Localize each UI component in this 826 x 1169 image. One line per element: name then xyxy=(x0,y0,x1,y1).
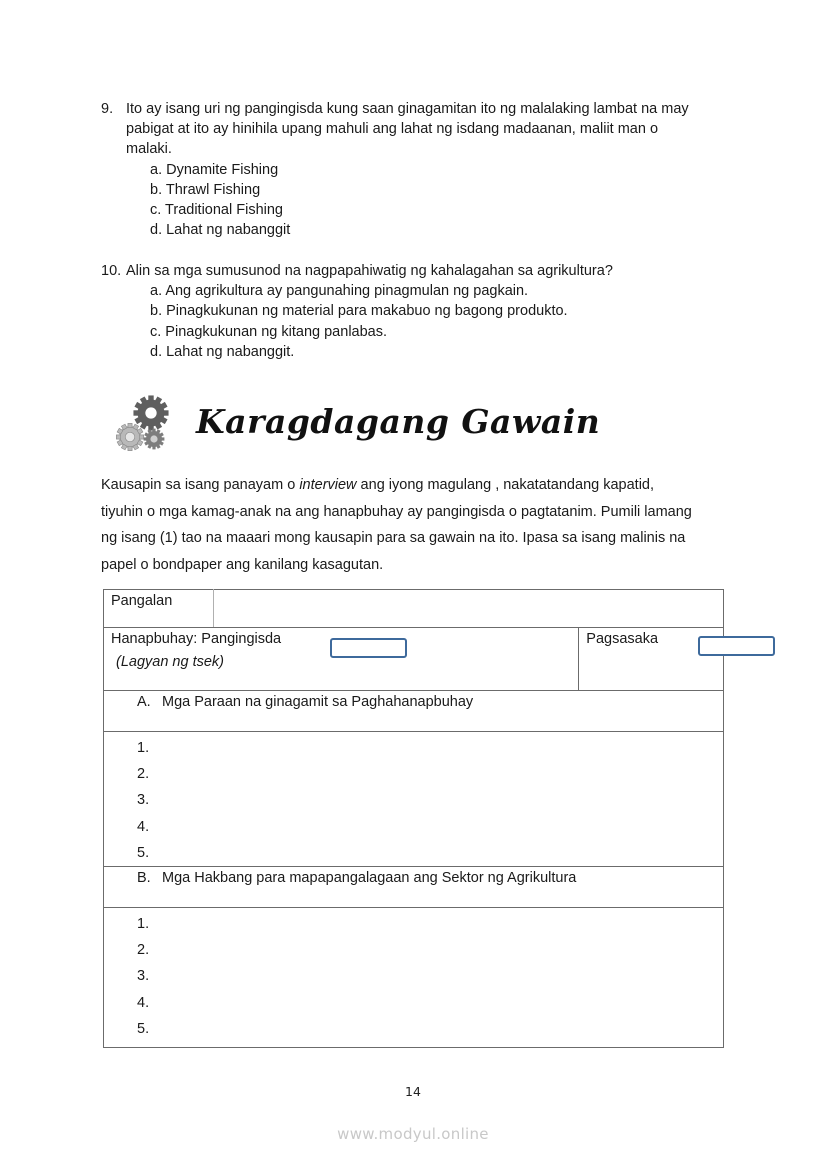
intro-text: papel o bondpaper ang kanilang kasagutan. xyxy=(101,556,384,573)
name-label: Pangalan xyxy=(104,590,214,628)
page-number: 14 xyxy=(405,1084,421,1099)
question-10 xyxy=(101,261,731,362)
occupation-row xyxy=(104,628,724,691)
list-item: 3. xyxy=(137,968,150,985)
fishing-checkbox[interactable] xyxy=(330,638,407,658)
occupation-label: Hanapbuhay: Pangingisda xyxy=(111,631,282,647)
list-item: 5. xyxy=(137,1020,150,1037)
list-item: 4. xyxy=(137,818,150,835)
answer-option-b: b. Thrawl Fishing xyxy=(150,181,261,198)
instructions-paragraph xyxy=(101,472,731,578)
name-row xyxy=(104,590,724,628)
section-a-list xyxy=(104,732,724,867)
list-item: 1. xyxy=(137,740,150,756)
answer-option-d: d. Lahat ng nabanggit xyxy=(150,222,291,239)
section-heading xyxy=(113,392,613,456)
section-b-answer-area[interactable] xyxy=(104,908,724,1048)
intro-text: ng isang (1) tao na maaari mong kausapin para sa gawain na ito. Ipasa sa isang malinis na xyxy=(101,530,686,546)
interview-form-table xyxy=(103,589,724,1048)
question-number: 9. xyxy=(101,101,114,117)
section-b-list xyxy=(104,908,724,1048)
check-instruction: (Lagyan ng tsek) xyxy=(116,654,225,670)
list-item: 1. xyxy=(137,916,150,933)
occupation-farming-cell xyxy=(579,628,724,691)
farming-checkbox[interactable] xyxy=(698,636,775,656)
question-text: Ito ay isang uri ng pangingisda kung saan ginagamitan ito ng malalaking lambat na may xyxy=(126,101,689,117)
section-a-header xyxy=(104,691,724,732)
gears-icon xyxy=(113,392,177,456)
question-text: pabigat at ito ay hinihila upang mahuli ang lahat ng isdang madaanan, maliit man o xyxy=(126,121,659,138)
intro-text: ang iyong magulang , nakatatandang kapatid, xyxy=(356,477,655,493)
section-a-answer-area[interactable] xyxy=(104,732,724,867)
answer-option-d: d. Lahat ng nabanggit. xyxy=(150,343,295,360)
intro-emphasis: interview xyxy=(299,477,357,493)
farming-label: Pagsasaka xyxy=(586,631,659,647)
section-a-letter: A. xyxy=(137,694,151,710)
intro-text: Kausapin sa isang panayam o xyxy=(101,477,300,493)
section-b-letter: B. xyxy=(137,870,151,887)
list-item: 5. xyxy=(137,844,150,861)
name-field[interactable] xyxy=(214,590,724,628)
answer-option-c: c. Pinagkukunan ng kitang panlabas. xyxy=(150,323,388,340)
answer-option-a: a. Dynamite Fishing xyxy=(150,161,279,178)
section-a-title: Mga Paraan na ginagamit sa Paghahanapbuhay xyxy=(162,694,474,710)
question-9 xyxy=(101,99,731,240)
question-text: Alin sa mga sumusunod na nagpapahiwatig ng kahalagahan sa agrikultura? xyxy=(126,263,613,279)
section-b-title: Mga Hakbang para mapapangalagaan ang Sektor ng Agrikultura xyxy=(162,870,577,887)
watermark: www.modyul.online xyxy=(337,1125,489,1143)
list-item: 3. xyxy=(137,792,150,809)
occupation-fishing-cell xyxy=(104,628,579,691)
answer-option-b: b. Pinagkukunan ng material para makabuo ng bagong produkto. xyxy=(150,303,568,320)
answer-option-c: c. Traditional Fishing xyxy=(150,202,283,219)
question-text: malaki. xyxy=(126,141,172,158)
answer-option-a: a. Ang agrikultura ay pangunahing pinagmulan ng pagkain. xyxy=(150,283,529,300)
list-item: 2. xyxy=(137,942,150,959)
list-item: 2. xyxy=(137,766,150,783)
intro-text: tiyuhin o mga kamag-anak na ang hanapbuhay ay pangingisda o pagtatanim. Pumili lamang xyxy=(101,503,692,520)
section-title: Karagdagang Gawain xyxy=(196,402,601,441)
list-item: 4. xyxy=(137,994,150,1011)
section-b-header xyxy=(104,867,724,908)
question-number: 10. xyxy=(101,263,122,279)
